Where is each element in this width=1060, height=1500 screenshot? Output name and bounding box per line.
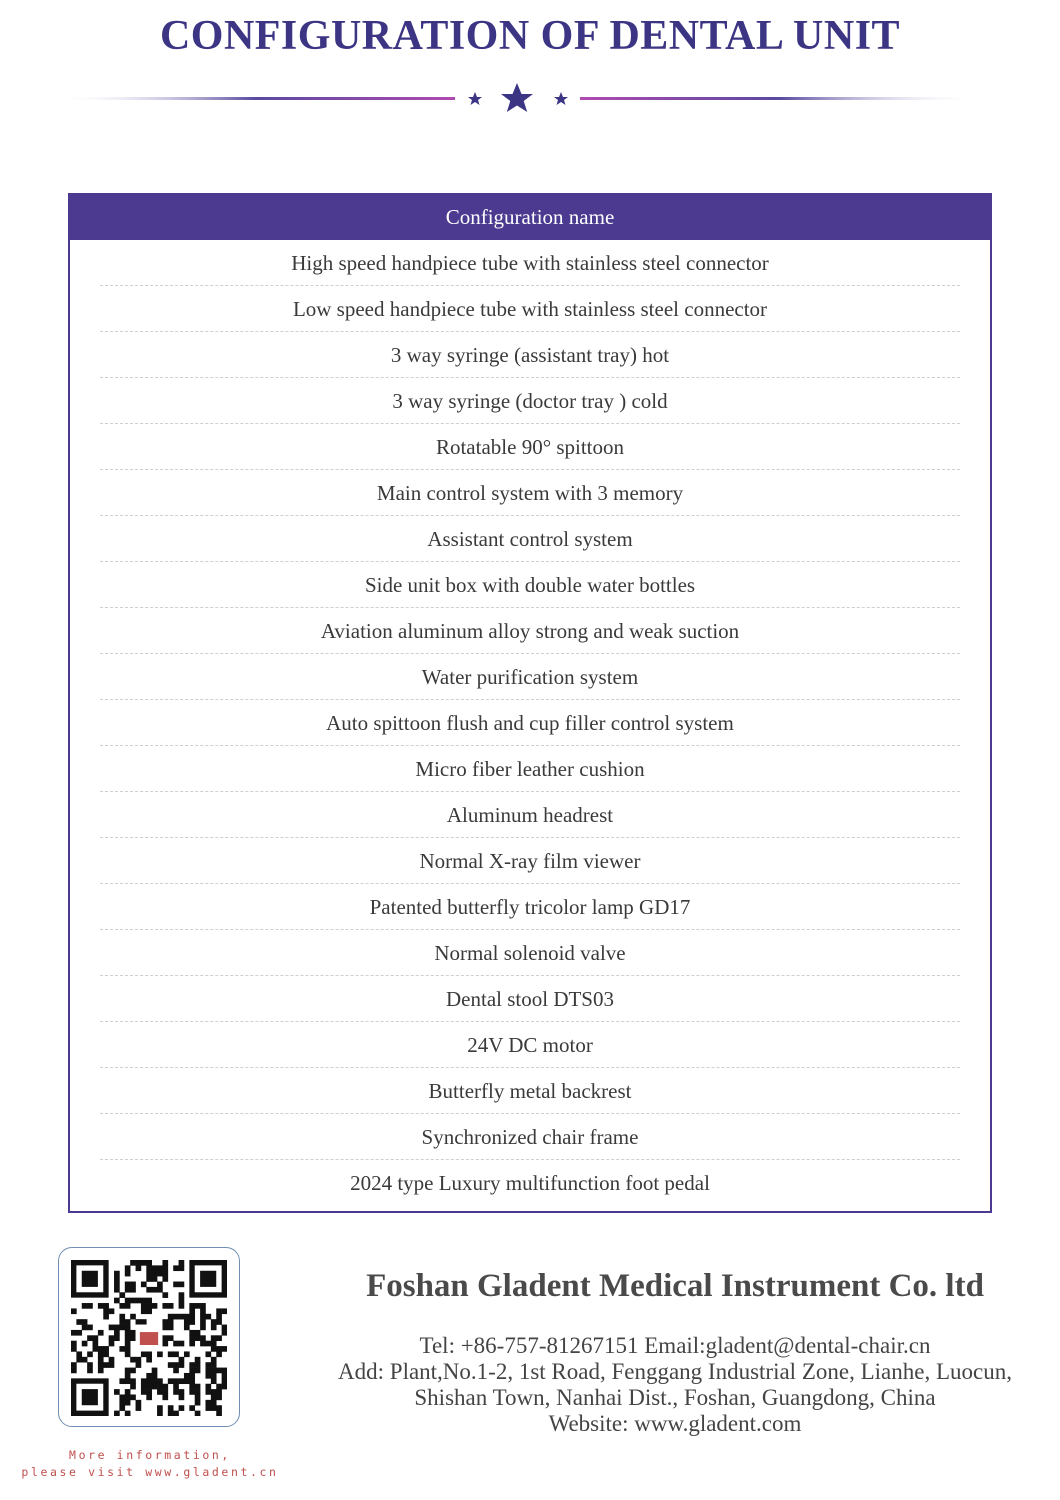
table-header: Configuration name bbox=[70, 195, 990, 240]
table-row: Side unit box with double water bottles bbox=[100, 562, 960, 608]
configuration-table bbox=[68, 193, 992, 1213]
contact-block bbox=[300, 1333, 1050, 1437]
qr-code-icon[interactable] bbox=[71, 1260, 227, 1416]
table-row: Assistant control system bbox=[100, 516, 960, 562]
website-link[interactable]: Website: www.gladent.com bbox=[548, 1411, 802, 1436]
table-row: Normal solenoid valve bbox=[100, 930, 960, 976]
table-row: Aluminum headrest bbox=[100, 792, 960, 838]
star-icon bbox=[501, 83, 533, 112]
table-row: 24V DC motor bbox=[100, 1022, 960, 1068]
table-row: High speed handpiece tube with stainless steel connector bbox=[100, 240, 960, 286]
table-row: 3 way syringe (doctor tray ) cold bbox=[100, 378, 960, 424]
page-title: CONFIGURATION OF DENTAL UNIT bbox=[159, 13, 901, 59]
address-line: Shishan Town, Nanhai Dist., Foshan, Guangdong, China bbox=[414, 1385, 936, 1410]
table-row: Low speed handpiece tube with stainless steel connector bbox=[100, 286, 960, 332]
tel-email: Tel: +86-757-81267151 Email:gladent@dental-chair.cn bbox=[419, 1333, 931, 1358]
table-row: 2024 type Luxury multifunction foot pedal bbox=[350, 1171, 710, 1195]
table-row: Butterfly metal backrest bbox=[100, 1068, 960, 1114]
company-name: Foshan Gladent Medical Instrument Co. ltd bbox=[366, 1268, 984, 1304]
table-row: Synchronized chair frame bbox=[100, 1114, 960, 1160]
table-row: Aviation aluminum alloy strong and weak suction bbox=[100, 608, 960, 654]
table-row: Dental stool DTS03 bbox=[100, 976, 960, 1022]
table-row: Rotatable 90° spittoon bbox=[100, 424, 960, 470]
table-row: Water purification system bbox=[100, 654, 960, 700]
table-body bbox=[70, 240, 990, 1206]
more-info-link[interactable]: please visit www.gladent.cn bbox=[21, 1465, 279, 1479]
more-info-note bbox=[0, 1447, 300, 1481]
table-row: Patented butterfly tricolor lamp GD17 bbox=[100, 884, 960, 930]
table-row: 3 way syringe (assistant tray) hot bbox=[100, 332, 960, 378]
address-line: Add: Plant,No.1-2, 1st Road, Fenggang Industrial Zone, Lianhe, Luocun, bbox=[338, 1359, 1012, 1384]
star-icon bbox=[554, 92, 568, 105]
table-row: Main control system with 3 memory bbox=[100, 470, 960, 516]
title-divider bbox=[55, 80, 980, 120]
table-row: Normal X-ray film viewer bbox=[100, 838, 960, 884]
star-icon bbox=[468, 92, 482, 105]
more-info-line: More information, bbox=[69, 1448, 231, 1462]
table-row: Auto spittoon flush and cup filler control system bbox=[100, 700, 960, 746]
table-row: Micro fiber leather cushion bbox=[100, 746, 960, 792]
qr-code-frame[interactable] bbox=[58, 1247, 240, 1427]
